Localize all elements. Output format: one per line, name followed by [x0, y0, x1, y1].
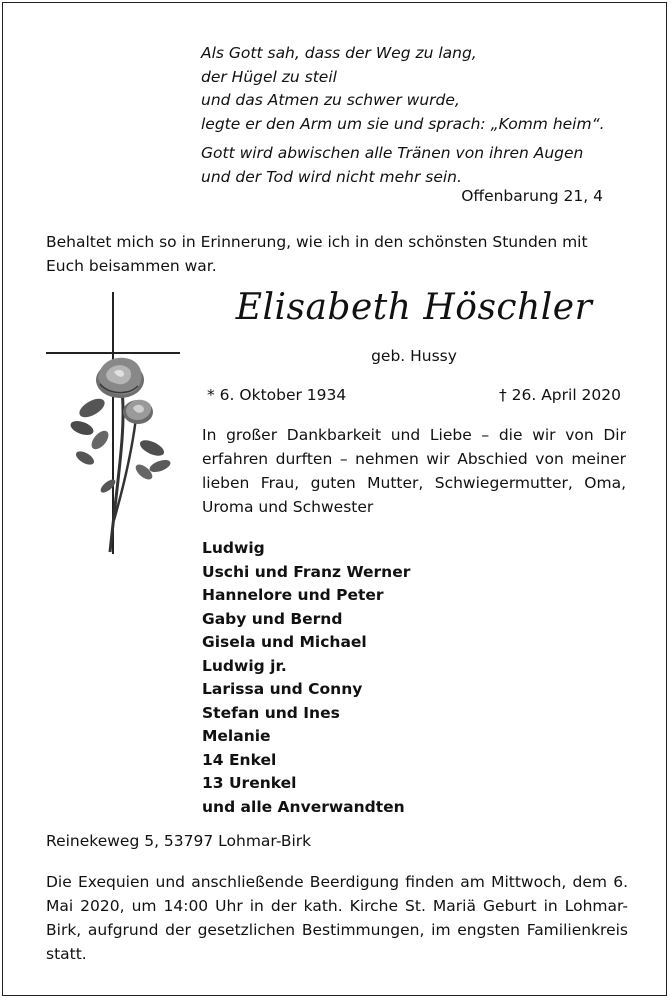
poem-line: Gott wird abwischen alle Tränen von ihren Augen [201, 144, 584, 162]
family-address: Reinekeweg 5, 53797 Lohmar-Birk [46, 832, 312, 850]
mourner-name: Larissa und Conny [202, 680, 363, 698]
maiden-name: geb. Hussy [371, 347, 457, 365]
poem-line: und der Tod wird nicht mehr sein. [201, 167, 462, 186]
mourners-list [202, 537, 626, 819]
mourner-name: 13 Urenkel [202, 774, 297, 792]
funeral-notice: Die Exequien und anschließende Beerdigung finden am Mittwoch, dem 6. Mai 2020, um 14:00 Uhr in der kath. Kirche St. Mariä Geburt in Lohmar-Birk, aufgrund der gesetzlichen Bestimmungen, im engsten Familienkreis statt. [46, 873, 628, 963]
mourner-name: Melanie [202, 727, 271, 745]
birth-date: * 6. Oktober 1934 [207, 386, 347, 404]
death-date: † 26. April 2020 [498, 386, 621, 404]
mourner-name: Gaby und Bernd [202, 609, 343, 628]
farewell-text: In großer Dankbarkeit und Liebe – die wir von Dir erfahren durften – nehmen wir Abschied von meiner lieben Frau, guten Mutter, Schwiegermutter, Oma, Uroma und Schwester [202, 426, 626, 516]
poem-line: der Hügel zu steil [201, 67, 337, 86]
mourner-name: Stefan und Ines [202, 703, 340, 722]
poem [201, 42, 621, 189]
mourner-name: Uschi und Franz Werner [202, 562, 411, 581]
poem-line: legte er den Arm um sie und sprach: „Komm heim“. [201, 114, 605, 133]
poem-line: und das Atmen zu schwer wurde, [201, 91, 460, 109]
mourner-name: 14 Enkel [202, 750, 277, 769]
poem-reference: Offenbarung 21, 4 [461, 187, 603, 205]
mourner-name: und alle Anverwandten [202, 797, 405, 816]
poem-line: Als Gott sah, dass der Weg zu lang, [201, 44, 477, 62]
deceased-name: Elisabeth Höschler [235, 287, 593, 328]
mourner-name: Hannelore und Peter [202, 586, 384, 604]
mourner-name: Gisela und Michael [202, 633, 367, 651]
intro-quote: Behaltet mich so in Erinnerung, wie ich in den schönsten Stunden mit Euch beisammen war. [46, 233, 588, 275]
cross-with-rose-icon [40, 290, 190, 558]
mourner-name: Ludwig [202, 539, 265, 557]
mourner-name: Ludwig jr. [202, 656, 287, 675]
